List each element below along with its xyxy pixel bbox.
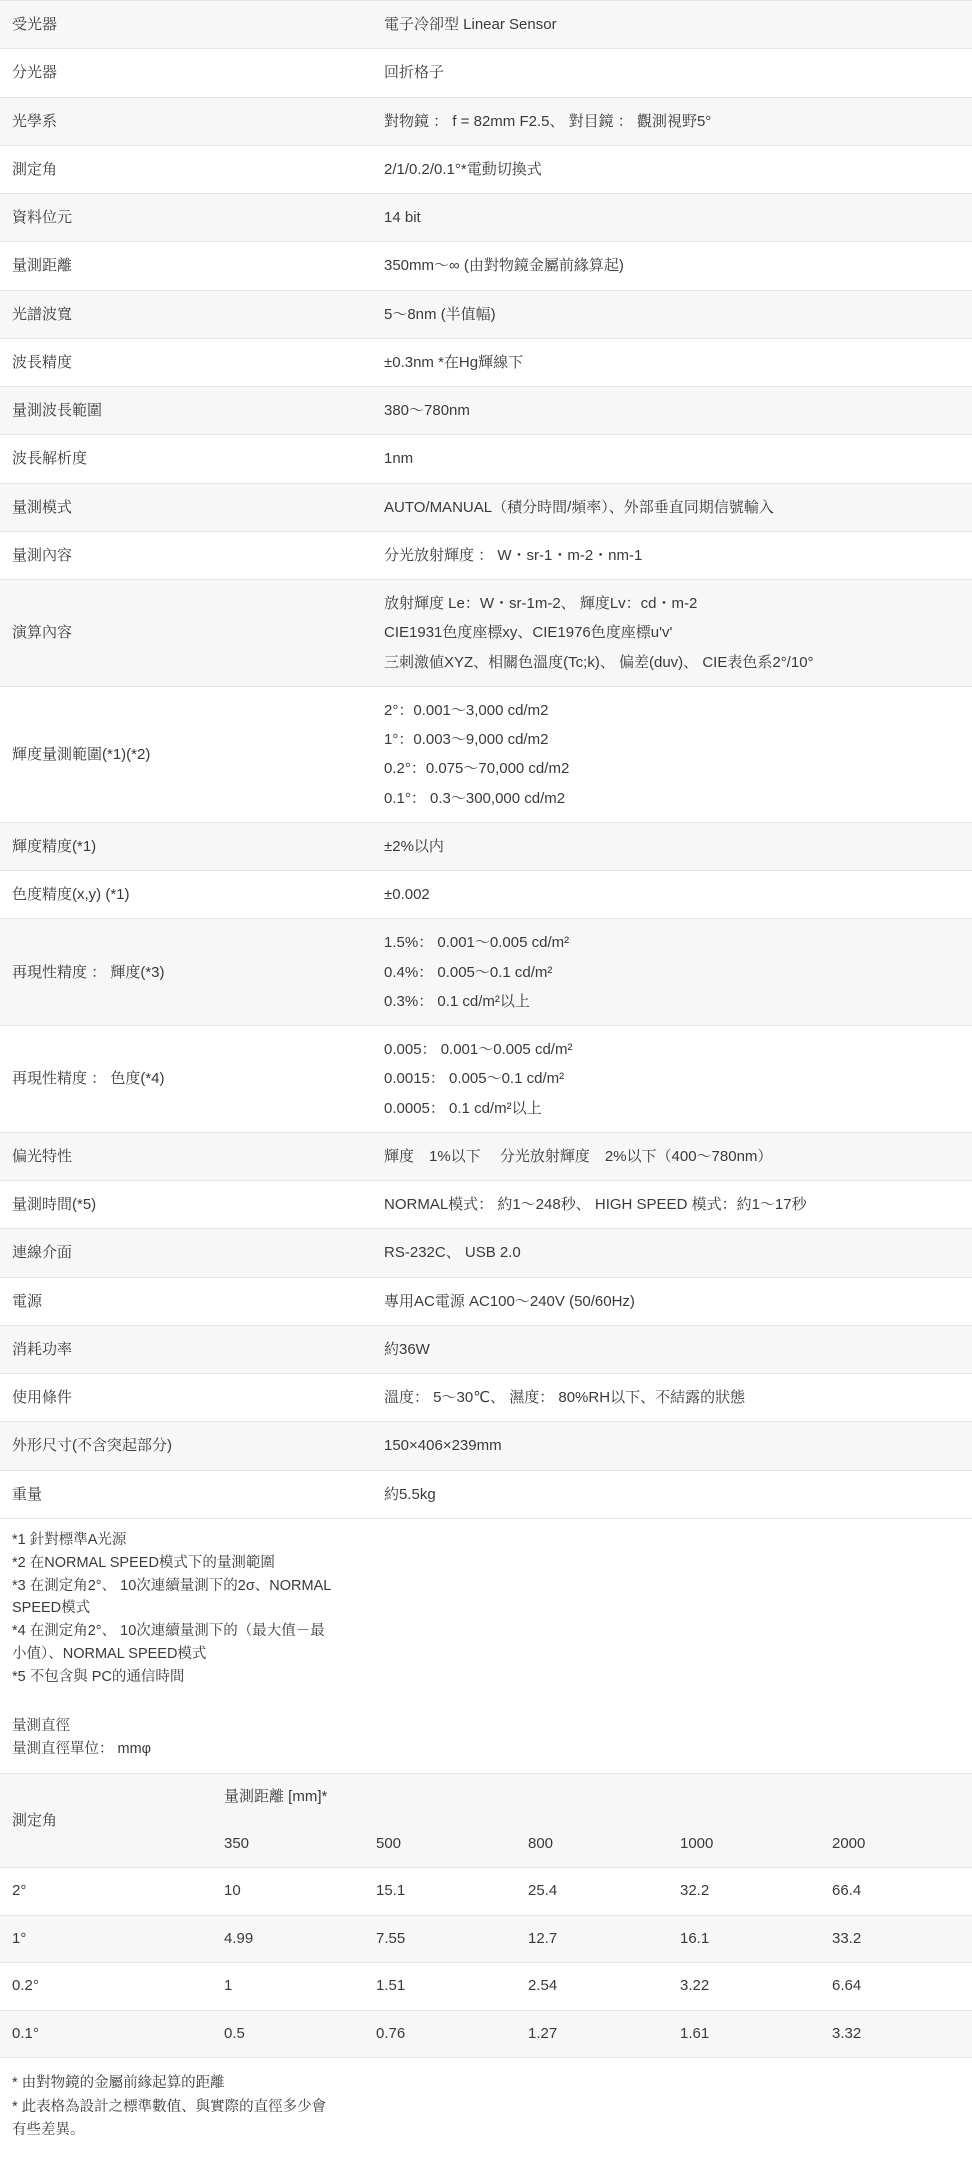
spec-key: 光學系 [0,97,372,145]
spec-value-line: ±2%以内 [384,837,444,855]
footnote-line: *4 在測定角2°、 10次連續量測下的（最大值－最 [12,1623,325,1640]
spec-key: 消耗功率 [0,1325,372,1373]
header-distance-1000: 1000 [668,1821,820,1868]
spec-value [372,1229,972,1277]
spec-value-line: ±0.002 [384,886,430,903]
table-row [0,97,972,145]
cell-value: 3.32 [820,2010,972,2058]
spec-key: 再現性精度 ： 色度(*4) [0,1026,372,1133]
cell-value: 0.76 [364,2010,516,2058]
footnote-line: 有些差異。 [12,2121,85,2138]
table-row [0,1963,972,2011]
cell-value: 15.1 [364,1868,516,1916]
spec-value [372,686,972,822]
spec-value-line: 約5.5kg [384,1485,436,1503]
footnote-line: *5 不包含與 PC的通信時間 [12,1669,185,1686]
measurement-diameter-footnotes [0,2058,972,2142]
footnote-line: *1 針對標準A光源 [12,1531,127,1548]
measurement-diameter-table-body [0,1868,972,2058]
cell-value: 12.7 [516,1915,668,1963]
cell-value: 6.64 [820,1963,972,2011]
spec-key: 電源 [0,1277,372,1325]
spec-value [372,1277,972,1325]
spec-value-line: 1.5%： 0.001～0.005 cd/m² [384,934,570,952]
header-distance-500: 500 [364,1821,516,1868]
spec-value-line: NORMAL模式： 約1～248秒、 HIGH SPEED 模式：約1～17秒 [384,1196,807,1213]
cell-value: 66.4 [820,1868,972,1916]
spec-key: 受光器 [0,1,372,49]
spec-value [372,822,972,870]
table-row [0,1026,972,1133]
table-row [0,919,972,1026]
spec-key: 波長精度 [0,338,372,386]
table-row [0,338,972,386]
footnote-line: * 此表格為設計之標準數值、與實際的直徑多少會 [12,2098,327,2115]
spec-value-line: 380～780nm [384,402,470,419]
spec-value [372,1422,972,1470]
cell-value: 25.4 [516,1868,668,1916]
spec-value-line: 專用AC電源 AC100～240V (50/60Hz) [384,1292,635,1310]
table-row [0,531,972,579]
spec-value-line: 1nm [384,450,414,468]
cell-value: 0.5 [212,2010,364,2058]
spec-key: 量測距離 [0,242,372,290]
table-row [0,871,972,919]
section-title: 量測直徑 [12,1718,70,1735]
spec-value-line: 溫度： 5～30℃、 濕度： 80%RH以下、不結露的狀態 [384,1389,746,1406]
table-row [0,822,972,870]
spec-value-line: 0.0015： 0.005～0.1 cd/m² [384,1070,565,1088]
table-row [0,1868,972,1916]
spec-value [372,483,972,531]
spec-value [372,49,972,97]
cell-value: 1.27 [516,2010,668,2058]
table-row [0,483,972,531]
spec-value-line: ±0.3nm *在Hg輝線下 [384,353,524,371]
table-row [0,194,972,242]
table-row [0,2010,972,2058]
spec-key: 輝度量測範圍(*1)(*2) [0,686,372,822]
header-distance-2000: 2000 [820,1821,972,1868]
spec-value-line: 電子冷卻型 Linear Sensor [384,16,557,33]
spec-value-line: AUTO/MANUAL（積分時間/頻率）、外部垂直同期信號輸入 [384,498,774,516]
header-distance-800: 800 [516,1821,668,1868]
table-row [0,1470,972,1518]
measurement-diameter-heading [0,1689,972,1761]
cell-value: 7.55 [364,1915,516,1963]
spec-value [372,290,972,338]
spec-value [372,1374,972,1422]
cell-value: 16.1 [668,1915,820,1963]
table-row [0,49,972,97]
spec-value-line: 三刺激値XYZ、相關色溫度(Tc;k)、 偏差(duv)、 CIE表色系2°/10° [384,653,814,671]
cell-value: 1.61 [668,2010,820,2058]
spec-key: 分光器 [0,49,372,97]
row-angle: 0.2° [0,1963,212,2011]
spec-key: 測定角 [0,145,372,193]
specification-table-body [0,1,972,1519]
cell-value: 33.2 [820,1915,972,1963]
spec-key: 使用條件 [0,1374,372,1422]
cell-value: 1 [212,1963,364,2011]
spec-value [372,1181,972,1229]
cell-value: 3.22 [668,1963,820,2011]
header-distance-350: 350 [212,1821,364,1868]
cell-value: 2.54 [516,1963,668,2011]
footnote-line: *2 在NORMAL SPEED模式下的量測範圍 [12,1554,275,1571]
spec-value [372,919,972,1026]
row-angle: 1° [0,1915,212,1963]
spec-value-line: 0.3%： 0.1 cd/m²以上 [384,992,530,1010]
table-row [0,387,972,435]
spec-value-line: 5～8nm (半值幅) [384,305,496,323]
cell-value: 32.2 [668,1868,820,1916]
spec-value [372,1470,972,1518]
spec-value [372,97,972,145]
spec-value [372,242,972,290]
table-row [0,145,972,193]
spec-value-line: 約36W [384,1340,430,1358]
spec-key: 外形尺寸(不含突起部分) [0,1422,372,1470]
spec-value [372,531,972,579]
spec-value-line: 回折格子 [384,64,445,82]
spec-key: 量測模式 [0,483,372,531]
spec-value [372,338,972,386]
header-measurement-angle: 測定角 [0,1774,212,1868]
spec-value-line: 2/1/0.2/0.1°*電動切換式 [384,160,542,178]
spec-value-line: 150×406×239mm [384,1437,502,1455]
spec-value-line: 0.4%： 0.005～0.1 cd/m² [384,963,553,981]
table-row [0,1325,972,1373]
table-row [0,686,972,822]
table-header-row [0,1774,972,1821]
spec-key: 光譜波寬 [0,290,372,338]
spec-value-line: 分光放射輝度 ： W・sr-1・m-2・nm-1 [384,546,643,564]
footnote-line: *3 在測定角2°、 10次連續量測下的2σ、NORMAL [12,1577,332,1594]
table-row [0,1915,972,1963]
table-row [0,1132,972,1180]
spec-key: 偏光特性 [0,1132,372,1180]
cell-value: 4.99 [212,1915,364,1963]
spec-value [372,1325,972,1373]
spec-value-line: 放射輝度 Le：W・sr-1m-2、 輝度Lv：cd・m-2 [384,595,698,612]
spec-value [372,194,972,242]
table-row [0,1,972,49]
cell-value: 10 [212,1868,364,1916]
spec-key: 演算內容 [0,580,372,687]
spec-value [372,871,972,919]
spec-key: 資料位元 [0,194,372,242]
row-angle: 0.1° [0,2010,212,2058]
spec-value [372,435,972,483]
spec-value-line: 0.0005： 0.1 cd/m²以上 [384,1099,542,1117]
table-row [0,1374,972,1422]
spec-key: 輝度精度(*1) [0,822,372,870]
spec-value-line: 2°：0.001～3,000 cd/m2 [384,701,549,719]
footnote-line: SPEED模式 [12,1600,91,1617]
spec-key: 波長解析度 [0,435,372,483]
footnote-line: 小值）、NORMAL SPEED模式 [12,1646,207,1663]
spec-value-line: 14 bit [384,209,421,226]
spec-value-line: 350mm～∞ (由對物鏡金屬前緣算起) [384,257,624,275]
spec-value-line: RS-232C、 USB 2.0 [384,1244,521,1262]
spec-key: 量測時間(*5) [0,1181,372,1229]
footnote-line: * 由對物鏡的金屬前緣起算的距離 [12,2075,225,2092]
measurement-diameter-table-head [0,1774,972,1868]
spec-value-line: 0.2°：0.075～70,000 cd/m2 [384,760,570,778]
spec-key: 量測波長範圍 [0,387,372,435]
spec-value [372,387,972,435]
spec-value-line: 對物鏡 ： f = 82mm F2.5、 對目鏡 ： 觀測視野5° [384,112,712,130]
cell-value: 1.51 [364,1963,516,2011]
table-row [0,290,972,338]
table-row [0,1229,972,1277]
spec-value-line: 0.005： 0.001～0.005 cd/m² [384,1041,573,1058]
table-row [0,242,972,290]
spec-value-line: 0.1°： 0.3～300,000 cd/m2 [384,789,566,807]
table-row [0,1181,972,1229]
spec-value-line: CIE1931色度座標xy、CIE1976色度座標u'v' [384,624,673,642]
table-row [0,1277,972,1325]
spec-key: 再現性精度 ： 輝度(*3) [0,919,372,1026]
spec-key: 色度精度(x,y) (*1) [0,871,372,919]
spec-value [372,580,972,687]
table-row [0,1422,972,1470]
spec-value-line: 1°：0.003～9,000 cd/m2 [384,731,549,748]
specification-footnotes [0,1519,972,1689]
spec-value-line: 輝度 1%以下 分光放射輝度 2%以下（400～780nm） [384,1147,773,1165]
spec-key: 重量 [0,1470,372,1518]
spec-key: 量測內容 [0,531,372,579]
spec-value [372,1,972,49]
section-unit-label: 量測直徑單位： mmφ [12,1741,152,1758]
measurement-diameter-table [0,1773,972,2058]
header-measurement-distance: 量測距離 [mm]* [212,1774,972,1821]
spec-value [372,1026,972,1133]
spec-value [372,1132,972,1180]
table-row [0,435,972,483]
spec-value [372,145,972,193]
table-row [0,580,972,687]
spec-key: 連線介面 [0,1229,372,1277]
row-angle: 2° [0,1868,212,1916]
